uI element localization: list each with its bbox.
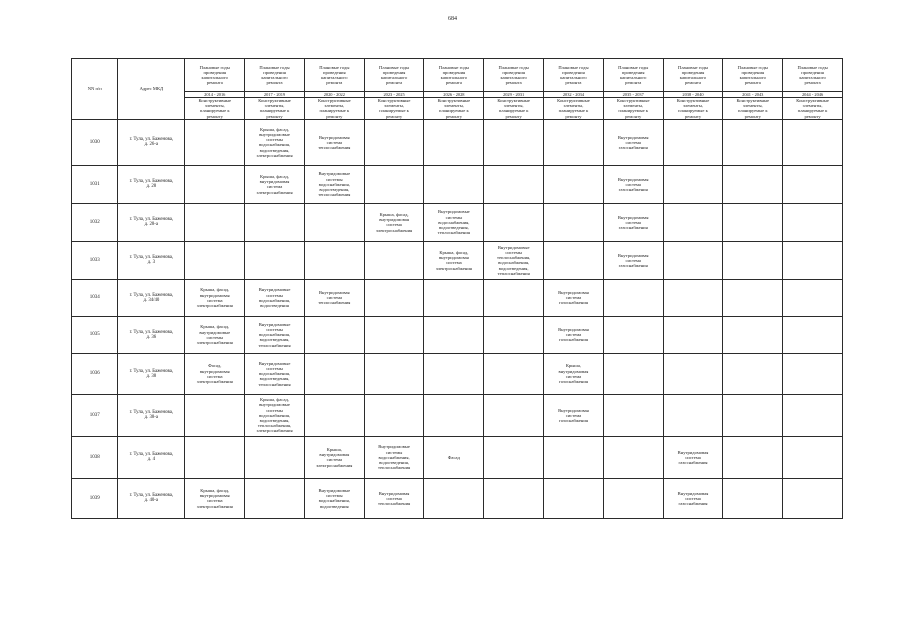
building-address-text: г. Тула, ул. Баженова, д. 38-а xyxy=(129,410,174,421)
elements-caption-text: Конструктивные элементы, планируемые к ремонту xyxy=(676,98,710,119)
repair-elements-cell-text: Крыша, фасад, внутридомовая система электроснабжения xyxy=(196,287,233,309)
repair-elements-cell xyxy=(603,203,663,241)
repair-elements-cell xyxy=(245,353,305,394)
repair-elements-cell xyxy=(185,279,245,316)
table-row xyxy=(72,165,843,203)
header-row-periods xyxy=(72,59,843,92)
repair-elements-cell xyxy=(304,316,364,353)
repair-elements-cell xyxy=(484,241,544,279)
repair-elements-cell xyxy=(663,353,723,394)
capital-repair-plan-table xyxy=(71,58,843,519)
repair-elements-cell-text: Внутридомовая система газоснабжения xyxy=(677,449,709,465)
repair-elements-cell xyxy=(364,394,424,436)
building-address xyxy=(118,203,185,241)
repair-elements-cell xyxy=(245,394,305,436)
elements-caption xyxy=(663,98,723,120)
elements-caption xyxy=(304,98,364,120)
repair-elements-cell xyxy=(484,165,544,203)
repair-elements-cell xyxy=(783,316,843,353)
repair-elements-cell xyxy=(544,241,604,279)
row-number xyxy=(72,316,118,353)
repair-elements-cell xyxy=(663,165,723,203)
repair-elements-cell xyxy=(544,478,604,518)
repair-elements-cell-text: Крыша, фасад, внутридомовые системы водоснабжения, водоотведения, теплоснабжения, электроснабжения xyxy=(256,397,293,434)
period-range-text: 2038 - 2040 xyxy=(682,92,704,97)
repair-elements-cell xyxy=(603,478,663,518)
period-range-text: 2026 - 2028 xyxy=(443,92,465,97)
building-address xyxy=(118,394,185,436)
period-caption xyxy=(663,59,723,92)
elements-caption-text: Конструктивные элементы, планируемые к ремонту xyxy=(198,98,232,119)
elements-caption xyxy=(723,98,783,120)
table-row xyxy=(72,353,843,394)
repair-elements-cell xyxy=(723,279,783,316)
repair-elements-cell xyxy=(663,436,723,478)
building-address-text: г. Тула, ул. Баженова, д. 36 xyxy=(129,329,174,340)
row-number-text: 1039 xyxy=(89,495,100,501)
period-range-text: 2032 - 2034 xyxy=(562,92,585,97)
building-address xyxy=(118,165,185,203)
repair-elements-cell-text: Крыша, фасад, внутридомовые системы водоснабжения, водоотведения, электроснабжения xyxy=(256,126,293,158)
table-header xyxy=(72,59,843,120)
repair-elements-cell xyxy=(185,436,245,478)
row-number-text: 1034 xyxy=(89,295,100,301)
address-header xyxy=(118,59,185,120)
row-number-text: 1035 xyxy=(89,332,100,338)
building-address-text: г. Тула, ул. Баженова, д. 38 xyxy=(129,368,174,379)
elements-caption xyxy=(424,98,484,120)
elements-caption xyxy=(783,98,843,120)
repair-elements-cell-text: Внутридомовые системы водоснабжения, водоотведения, теплоснабжения xyxy=(378,444,411,471)
table-row xyxy=(72,119,843,165)
repair-elements-cell xyxy=(603,394,663,436)
repair-elements-cell xyxy=(484,394,544,436)
period-caption-text: Плановые годы проведения капитального ремонта xyxy=(618,64,649,86)
table-row xyxy=(72,279,843,316)
repair-elements-cell xyxy=(364,478,424,518)
repair-elements-cell-text: Крыша, фасад, внутридомовая система электроснабжения xyxy=(435,249,472,271)
elements-caption xyxy=(603,98,663,120)
row-number xyxy=(72,119,118,165)
row-number xyxy=(72,436,118,478)
repair-elements-cell xyxy=(723,203,783,241)
repair-elements-cell xyxy=(783,394,843,436)
row-number xyxy=(72,478,118,518)
elements-caption xyxy=(245,98,305,120)
building-address-text: г. Тула, ул. Баженова, д. 26-а xyxy=(129,137,174,148)
repair-elements-cell-text: Внутридомовая система газоснабжения xyxy=(558,327,589,343)
repair-elements-cell xyxy=(723,353,783,394)
row-number-text: 1038 xyxy=(89,454,100,460)
repair-elements-cell xyxy=(185,316,245,353)
repair-elements-cell xyxy=(544,203,604,241)
repair-elements-cell-text: Внутридомовая система газоснабжения xyxy=(558,407,589,423)
repair-elements-cell-text: Крыша, фасад, внутридомовая система электроснабжения xyxy=(196,487,233,509)
page-number: 684 xyxy=(448,16,457,22)
building-address-text: г. Тула, ул. Баженова, д. 3 xyxy=(129,255,174,266)
repair-elements-cell xyxy=(783,353,843,394)
repair-elements-cell xyxy=(544,353,604,394)
period-caption-text: Плановые годы проведения капитального ремонта xyxy=(737,64,768,86)
repair-elements-cell xyxy=(484,316,544,353)
period-range-text: 2029 - 2031 xyxy=(503,92,525,97)
repair-elements-cell xyxy=(603,353,663,394)
repair-elements-cell xyxy=(663,279,723,316)
repair-elements-cell-text: Крыша, фасад, внутридомовая система электроснабжения xyxy=(376,211,413,233)
row-number-text: 1036 xyxy=(89,371,100,377)
repair-elements-cell xyxy=(783,165,843,203)
repair-elements-cell xyxy=(723,436,783,478)
repair-elements-cell xyxy=(185,203,245,241)
building-address xyxy=(118,241,185,279)
repair-elements-cell xyxy=(663,394,723,436)
period-range-text: 2014 - 2016 xyxy=(204,92,226,97)
repair-elements-cell xyxy=(364,436,424,478)
period-caption xyxy=(603,59,663,92)
period-caption xyxy=(424,59,484,92)
repair-elements-cell xyxy=(424,436,484,478)
period-caption xyxy=(783,59,843,92)
building-address xyxy=(118,436,185,478)
building-address xyxy=(118,316,185,353)
repair-elements-cell xyxy=(783,279,843,316)
repair-elements-cell xyxy=(603,241,663,279)
period-caption xyxy=(723,59,783,92)
repair-elements-cell xyxy=(783,119,843,165)
elements-caption xyxy=(544,98,604,120)
building-address-text: г. Тула, ул. Баженова, д. 28 xyxy=(129,179,174,190)
repair-elements-cell xyxy=(723,478,783,518)
repair-elements-cell xyxy=(245,241,305,279)
building-address xyxy=(118,279,185,316)
repair-elements-cell xyxy=(544,394,604,436)
elements-caption-text: Конструктивные элементы, планируемые к ремонту xyxy=(557,98,590,119)
repair-elements-cell xyxy=(603,119,663,165)
repair-elements-cell xyxy=(484,119,544,165)
repair-elements-cell-text: Крыша, внутридомовая система электроснабжения xyxy=(316,446,353,468)
repair-elements-cell xyxy=(723,165,783,203)
repair-elements-cell xyxy=(603,316,663,353)
period-caption xyxy=(304,59,364,92)
repair-elements-cell xyxy=(185,119,245,165)
row-number-header xyxy=(72,59,118,120)
row-number-text: 1033 xyxy=(89,257,100,263)
repair-elements-cell xyxy=(424,279,484,316)
repair-elements-cell xyxy=(603,165,663,203)
repair-elements-cell xyxy=(484,279,544,316)
building-address xyxy=(118,353,185,394)
repair-elements-cell xyxy=(304,165,364,203)
repair-elements-cell xyxy=(544,279,604,316)
repair-elements-cell xyxy=(245,436,305,478)
building-address xyxy=(118,119,185,165)
repair-elements-cell xyxy=(544,119,604,165)
table-row xyxy=(72,203,843,241)
repair-elements-cell-text: Крыша, фасад, внутридомовые системы электроснабжения xyxy=(196,324,233,346)
elements-caption xyxy=(185,98,245,120)
repair-elements-cell xyxy=(364,203,424,241)
period-caption xyxy=(364,59,424,92)
repair-elements-cell-text: Внутридомовые системы водоснабжения, водоотведения, теплоснабжения xyxy=(258,360,291,387)
period-caption-text: Плановые годы проведения капитального ремонта xyxy=(677,64,709,86)
period-range-text: 2023 - 2025 xyxy=(383,92,405,97)
repair-elements-cell xyxy=(663,203,723,241)
repair-elements-cell-text: Внутридомовая система газоснабжения xyxy=(677,490,709,506)
repair-elements-cell xyxy=(185,241,245,279)
repair-elements-cell xyxy=(723,241,783,279)
repair-elements-cell xyxy=(304,241,364,279)
repair-elements-cell-text: Внутридомовая система теплоснабжения xyxy=(378,490,411,506)
repair-elements-cell xyxy=(185,165,245,203)
repair-elements-cell-text: Внутридомовая система теплоснабжения xyxy=(318,290,351,306)
row-number-header-text: NN п/п xyxy=(87,86,102,92)
repair-elements-cell xyxy=(245,203,305,241)
repair-elements-cell xyxy=(544,316,604,353)
repair-elements-cell-text: Внутридомовая система газоснабжения xyxy=(617,134,649,150)
period-caption-text: Плановые годы проведения капитального ремонта xyxy=(797,64,828,86)
period-range-text: 2035 - 2037 xyxy=(622,92,644,97)
repair-elements-cell xyxy=(304,353,364,394)
row-number xyxy=(72,353,118,394)
elements-caption-text: Конструктивные элементы, планируемые к ремонту xyxy=(258,98,291,119)
repair-elements-cell xyxy=(364,241,424,279)
row-number xyxy=(72,203,118,241)
row-number xyxy=(72,394,118,436)
address-header-text: Адрес МКД xyxy=(139,86,164,92)
period-caption-text: Плановые годы проведения капитального ремонта xyxy=(259,64,290,86)
row-number-text: 1037 xyxy=(89,412,100,418)
elements-caption-text: Конструктивные элементы, планируемые к ремонту xyxy=(616,98,650,119)
repair-elements-cell xyxy=(424,203,484,241)
table-row xyxy=(72,241,843,279)
building-address-text: г. Тула, ул. Баженова, д. 40-а xyxy=(129,493,174,504)
repair-elements-cell xyxy=(783,241,843,279)
period-caption xyxy=(245,59,305,92)
elements-caption-text: Конструктивные элементы, планируемые к ремонту xyxy=(497,98,530,119)
row-number-text: 1031 xyxy=(89,181,100,187)
repair-elements-cell xyxy=(304,478,364,518)
repair-elements-cell-text: Внутридомовые системы теплоснабжения, водоснабжения, водоотведения, теплоснабжения xyxy=(497,244,531,276)
elements-caption xyxy=(484,98,544,120)
repair-elements-cell xyxy=(245,478,305,518)
repair-elements-cell-text: Фасад, внутридомовая система электроснабжения xyxy=(196,363,233,385)
repair-elements-cell xyxy=(245,316,305,353)
table-row xyxy=(72,478,843,518)
repair-elements-cell-text: Внутридомовая система теплоснабжения xyxy=(318,134,351,150)
elements-caption-text: Конструктивные элементы, планируемые к ремонту xyxy=(796,98,829,119)
period-range-text: 2020 - 2022 xyxy=(323,92,345,97)
repair-elements-cell xyxy=(304,119,364,165)
repair-elements-cell-text: Крыша, фасад, внутридомовая система электроснабжения xyxy=(256,173,293,195)
repair-elements-cell xyxy=(304,279,364,316)
repair-elements-cell xyxy=(304,394,364,436)
repair-elements-cell xyxy=(364,165,424,203)
table-row xyxy=(72,394,843,436)
repair-elements-cell xyxy=(424,119,484,165)
repair-elements-cell-text: Внутридомовая система газоснабжения xyxy=(617,252,649,268)
period-caption-text: Плановые годы проведения капитального ремонта xyxy=(319,64,350,86)
repair-elements-cell xyxy=(185,478,245,518)
building-address xyxy=(118,478,185,518)
repair-elements-cell xyxy=(304,436,364,478)
repair-elements-cell-text: Внутридомовые системы водоснабжения, водоотведения xyxy=(318,487,351,509)
repair-elements-cell xyxy=(663,119,723,165)
period-caption-text: Плановые годы проведения капитального ремонта xyxy=(558,64,589,86)
repair-elements-cell xyxy=(304,203,364,241)
repair-elements-cell xyxy=(245,119,305,165)
repair-elements-cell xyxy=(424,241,484,279)
repair-elements-cell xyxy=(364,279,424,316)
repair-elements-cell xyxy=(424,478,484,518)
repair-elements-cell xyxy=(424,353,484,394)
period-caption-text: Плановые годы проведения капитального ремонта xyxy=(438,64,469,86)
row-number xyxy=(72,241,118,279)
repair-elements-cell xyxy=(424,165,484,203)
repair-elements-cell xyxy=(364,316,424,353)
repair-elements-cell xyxy=(723,316,783,353)
repair-elements-cell-text: Внутридомовая система газоснабжения xyxy=(558,290,589,306)
building-address-text: г. Тула, ул. Баженова, д. 34/40 xyxy=(129,292,174,303)
repair-elements-cell-text: Внутридомовая система газоснабжения xyxy=(617,214,649,230)
repair-elements-cell xyxy=(484,203,544,241)
repair-elements-cell xyxy=(723,394,783,436)
elements-caption-text: Конструктивные элементы, планируемые к ремонту xyxy=(437,98,471,119)
repair-elements-cell xyxy=(663,241,723,279)
row-number-text: 1030 xyxy=(89,139,100,145)
repair-elements-cell-text: Внутридомовая система газоснабжения xyxy=(617,176,649,192)
repair-elements-cell-text: Внутридомовые системы водоснабжения, водоотведения, теплоснабжения xyxy=(437,209,470,236)
repair-elements-cell xyxy=(544,165,604,203)
elements-caption xyxy=(364,98,424,120)
building-address-text: г. Тула, ул. Баженова, д. 4 xyxy=(129,452,174,463)
repair-elements-cell xyxy=(484,353,544,394)
repair-elements-cell xyxy=(484,436,544,478)
repair-elements-cell xyxy=(364,119,424,165)
repair-elements-cell xyxy=(603,436,663,478)
repair-elements-cell-text: Крыша, внутридомовая система газоснабжения xyxy=(558,363,589,385)
repair-elements-cell xyxy=(603,279,663,316)
repair-elements-cell xyxy=(783,436,843,478)
period-range-text: 2044 - 2046 xyxy=(801,92,824,97)
repair-elements-cell xyxy=(783,203,843,241)
repair-elements-cell-text: Внутридомовые системы водоснабжения, водоотведения, теплоснабжения xyxy=(258,321,291,348)
period-caption-text: Плановые годы проведения капитального ремонта xyxy=(378,64,410,86)
repair-elements-cell xyxy=(424,394,484,436)
period-caption xyxy=(484,59,544,92)
row-number xyxy=(72,165,118,203)
repair-elements-cell-text: Фасад xyxy=(447,454,460,460)
repair-elements-cell-text: Внутридомовые системы водоснабжения, водоотведения, теплоснабжения xyxy=(318,171,351,198)
building-address-text: г. Тула, ул. Баженова, д. 28-а xyxy=(129,217,174,228)
elements-caption-text: Конструктивные элементы, планируемые к ремонту xyxy=(318,98,351,119)
repair-elements-cell xyxy=(663,316,723,353)
repair-elements-cell xyxy=(185,353,245,394)
period-range-text: 2041 - 2043 xyxy=(742,92,764,97)
repair-elements-cell xyxy=(424,316,484,353)
row-number xyxy=(72,279,118,316)
repair-elements-cell xyxy=(185,394,245,436)
elements-caption-text: Конструктивные элементы, планируемые к ремонту xyxy=(377,98,411,119)
repair-elements-cell xyxy=(783,478,843,518)
period-caption xyxy=(544,59,604,92)
header-row-elements xyxy=(72,98,843,120)
repair-elements-cell xyxy=(245,165,305,203)
repair-elements-cell xyxy=(484,478,544,518)
table-row xyxy=(72,436,843,478)
table-row xyxy=(72,316,843,353)
period-caption xyxy=(185,59,245,92)
period-caption-text: Плановые годы проведения капитального ремонта xyxy=(498,64,529,86)
table-body xyxy=(72,119,843,518)
elements-caption-text: Конструктивные элементы, планируемые к ремонту xyxy=(736,98,770,119)
repair-elements-cell xyxy=(663,478,723,518)
repair-elements-cell-text: Внутридомовые системы водоснабжения, водоотведения xyxy=(258,287,291,309)
period-caption-text: Плановые годы проведения капитального ремонта xyxy=(199,64,230,86)
repair-elements-cell xyxy=(364,353,424,394)
repair-elements-cell xyxy=(723,119,783,165)
repair-elements-cell xyxy=(544,436,604,478)
repair-elements-cell xyxy=(245,279,305,316)
row-number-text: 1032 xyxy=(89,219,100,225)
period-range-text: 2017 - 2019 xyxy=(263,92,286,97)
